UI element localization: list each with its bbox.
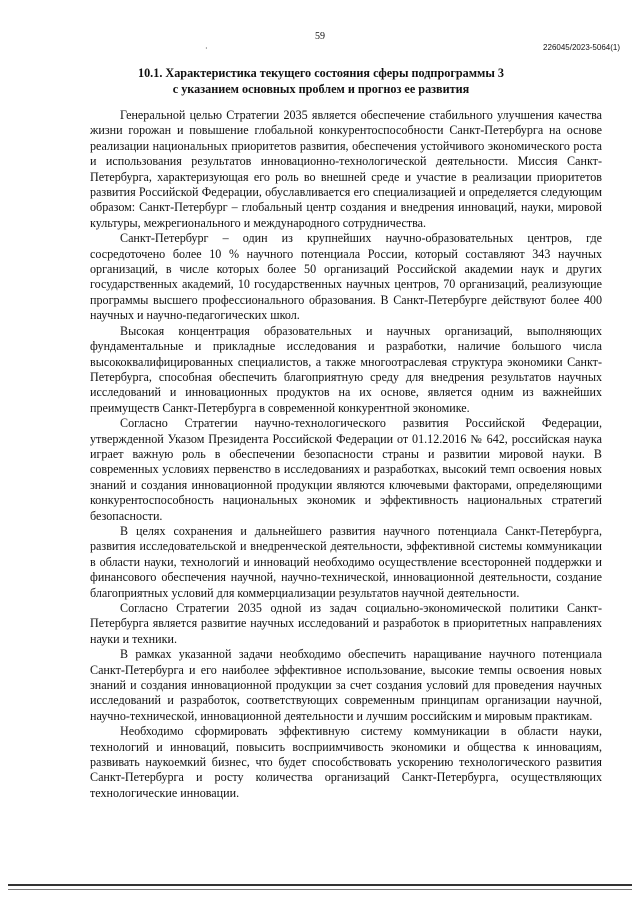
bottom-border-line (8, 884, 632, 886)
paragraph-4: Согласно Стратегии научно-технологического развития Российской Федерации, утвержденной Указом Президента Российской Федерации от 01.12.2016 № 642, российская наука играет важную роль в обеспечении безопасности страны и развитии мировой науки. В современных условиях первенство в исследованиях и разработках, высокий темп освоения новых знаний и создания инновационной продукции являются ключевыми факторами, определяющими конкурентоспособность национальных экономик и эффективность национальных стратегий безопасности. (90, 416, 602, 523)
paragraph-7: В рамках указанной задачи необходимо обеспечить наращивание научного потенциала Санкт-Петербурга и его наиболее эффективное использование, высокие темпы освоения новых знаний и создания инновационной продукции за счет создания условий для проведения научных исследований и разработок, соответствующих современным принципам организации научной, научно-технической, инновационной деятельности и лучшим российским и мировым практикам. (90, 647, 602, 723)
section-heading-line-2: с указанием основных проблем и прогноз ее развития (172, 82, 470, 96)
section-heading-line-1: 10.1. Характеристика текущего состояния сферы подпрограммы 3 (137, 66, 504, 80)
paragraph-5: В целях сохранения и дальнейшего развития научного потенциала Санкт-Петербурга, развития исследовательской и внедренческой деятельности, эффективной системы коммуникации в области науки, технологий и инноваций необходимо осуществление всесторонней поддержки и финансового обеспечения научной, научно-технической, инновационной деятельности, создание благоприятных условий для коммерциализации результатов научной деятельности. (90, 523, 602, 600)
paragraph-3: Высокая концентрация образовательных и научных организаций, выполняющих фундаментальные и прикладные исследования и разработки, наличие большого числа высококвалифицированных специалистов, а также многоотраслевая структура экономики Санкт-Петербурга, способная обеспечить благоприятную среду для внедрения результатов научных исследований и инновационных продуктов на их основе, является одним из важнейших преимуществ Санкт-Петербурга в современной конкурентной экономике. (90, 323, 602, 415)
paragraph-6: Согласно Стратегии 2035 одной из задач социально-экономической политики Санкт-Петербурга является развитие научных исследований и разработок в приоритетных направлениях науки и техники. (90, 601, 602, 646)
paragraph-2: Санкт-Петербург – один из крупнейших научно-образовательных центров, где сосредоточено более 10 % научного потенциала России, который составляют 343 научных организаций, в числе которых более 50 организаций Российской академии наук и других государственных академий, 10 государственных научных центров, 70 организаций, реализующие программы высшего профессионального образования. В Санкт-Петербурге действуют более 400 научных и научно-педагогических школ. (90, 231, 602, 323)
scan-dot: · (205, 44, 208, 53)
section-heading (90, 65, 552, 97)
document-id: 226045/2023-5064(1) (543, 43, 620, 52)
bottom-border-line-thin (8, 889, 632, 890)
paragraph-1: Генеральной целью Стратегии 2035 является обеспечение стабильного улучшения качества жизни горожан и повышение глобальной конкурентоспособности Санкт-Петербурга на основе реализации национальных приоритетов развития, обеспечения устойчивого экономического роста и использования результатов инновационно-технологической деятельности. Миссия Санкт-Петербурга, характеризующая его роль во внешней среде и участие в реализации приоритетов развития Российской Федерации, обуславливается его специализацией и определяется следующим образом: Санкт-Петербург – глобальный центр создания и внедрения инноваций, науки, мировой культуры, межрегионального и международного сотрудничества. (90, 108, 602, 230)
paragraph-8: Необходимо сформировать эффективную систему коммуникации в области науки, технологий и инноваций, повысить восприимчивость экономики и общества к инновациям, развивать наукоемкий бизнес, что будет способствовать ускорению технологического развития Санкт-Петербурга и росту количества организаций Санкт-Петербурга, осуществляющих технологические инновации. (90, 724, 602, 800)
body-text (90, 108, 602, 801)
page-number: 59 (315, 31, 325, 42)
